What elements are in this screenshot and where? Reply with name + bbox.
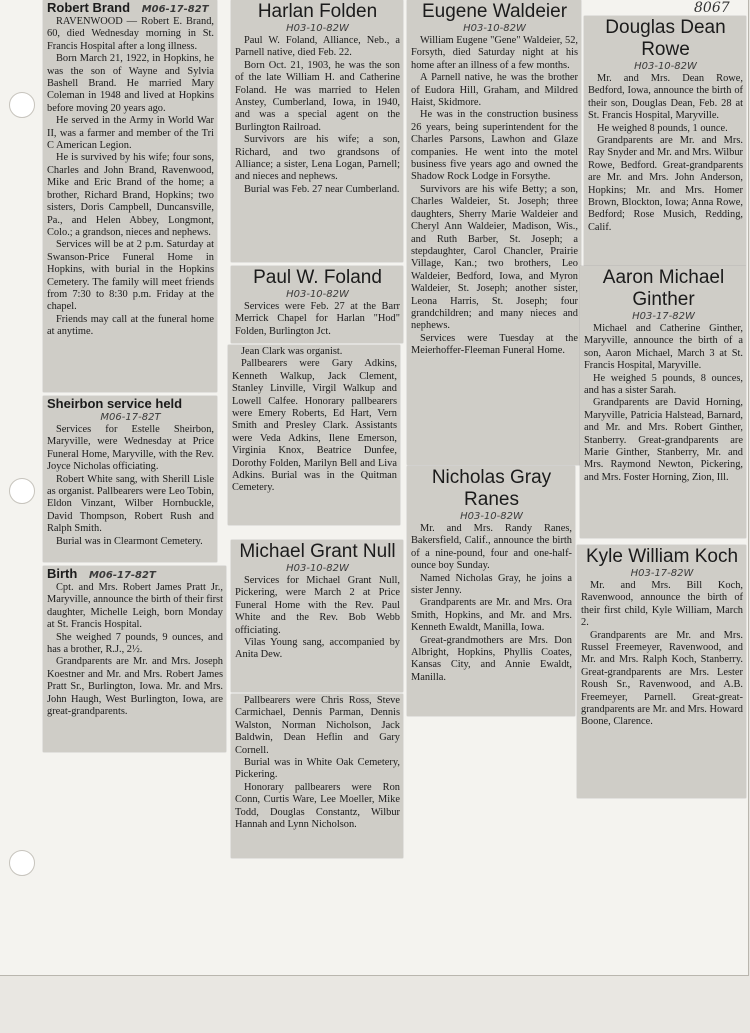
handwritten-date-note: H03-10-82W [634,61,697,72]
clipping-birth-pratt [43,566,226,752]
paragraph: Michael and Catherine Ginther, Maryville, announce the birth of a son, Aaron Michael, March 3 at St. Francis Hospital, Maryville. [584,323,743,372]
paragraph: Grandparents are Mr. and Mrs. Ora Smith, Hopkins, and Mr. and Mrs. Kenneth Ewaldt, Manilla, Iowa. [411,597,572,634]
paragraph: He weighed 8 pounds, 1 ounce. [597,122,728,134]
paragraph: Mr. and Mrs. Dean Rowe, Bedford, Iowa, announce the birth of their son, Douglas Dean, Feb. 28 at St. Francis Hospital, Maryville. [588,73,743,122]
clipping-headline: Sheirbon service held [47,396,183,411]
paragraph: Named Nicholas Gray, he joins a sister Jenny. [411,572,572,597]
paragraph: Great-grandmothers are Mrs. Don Albright, Hopkins, Phyllis Coates, Kansas City, and Annie Ewaldt, Manilla. [411,634,572,683]
paragraph: Burial was Feb. 27 near Cumberland. [244,183,400,195]
paragraph: Burial was in Clearmont Cemetery. [56,535,203,547]
binder-hole [9,850,35,876]
clipping-eugene-waldeier [407,0,581,465]
paragraph: Born March 21, 1922, in Hopkins, he was the son of Wayne and Sylvia Bashell Brand. He married Mary Coleman in 1948 and lived at Hopkins before moving 20 years ago. [47,53,214,114]
paragraph: He was in the construction business 26 years, being superintendent for the Charles Parsons, Lawhon and Glaze companies. He went into the motel business five years ago and owned the Shadow Rock Lodge in Forsythe. [411,109,578,183]
paragraph: Pallbearers were Gary Adkins, Kenneth Walkup, Jack Clement, Stanley Linville, Virgil Walkup and Lowell Calfee. Honorary pallbearers were Emery Roberts, Ed Hart, Vern Smith and Presley Clark. Assistants were Veda Adkins, Ilene Emerson, Virginia Knox, Beatrice Dunfee, Dorothy Folden, Marilyn Bell and Liva Adkins. Burial was in the Quitman Cemetery. [232,358,397,494]
paragraph: Grandparents are Mr. and Mrs. Joseph Koestner and Mr. and Mrs. Robert James Pratt Sr., Burlington, Iowa. Mr. and Mrs. John Haugh, West Burlington, Iowa, are great-grandparents. [47,656,223,718]
handwritten-date-note: M06-17-82T [141,4,209,15]
paragraph: Cpt. and Mrs. Robert James Pratt Jr., Maryville, announce the birth of their first daughter, Michelle Leigh, born Monday at St. Francis Hospital. [47,582,223,631]
paragraph: Survivors are his wife Betty; a son, Charles Waldeier, St. Joseph; three daughters, Sherry Marie Waldeier and Cheryl Ann Waldeier, Madison, Wis., and Ruth Barber, St. Joseph; a stepdaughter, Carol Chancler, Prairie Village, Kan.; two brothers, Leo Waldeier, Bedford, Iowa, and Myron Waldeier, St. Joseph; another sister, Leona Harris, St. Joseph; four grandchildren; and many nieces and nephews. [411,183,578,332]
clipping-headline: Robert Brand [47,0,131,15]
clipping-null-pallbearers [231,694,403,858]
paragraph: Pallbearers were Chris Ross, Steve Carmichael, Dennis Parman, Dennis Walston, Norman Nicholson, Jack Baldwin, Dean Heflin and Gary Cornell. [235,695,400,756]
paragraph: Mr. and Mrs. Bill Koch, Ravenwood, announce the birth of their first child, Kyle William, March 2. [581,580,743,629]
clipping-robert-brand [43,0,217,392]
clipping-headline: Birth [47,566,78,581]
clipping-sheirbon-service [43,396,217,562]
handwritten-date-note: H03-17-82W [632,311,695,322]
page-reference-number: 8067 [694,0,730,16]
paragraph: Robert White sang, with Sherill Lisle as organist. Pallbearers were Leo Tobin, Eldon Vinzant, Wilber Hornbuckle, David Thompson, Robert Rush and Ralph Smith. [47,473,214,535]
clipping-headline: Nicholas Gray Ranes [431,467,552,510]
paragraph: Vilas Young sang, accompanied by Anita Dew. [235,637,400,661]
paragraph: Friends may call at the funeral home at anytime. [47,313,214,338]
paragraph: Survivors are his wife; a son, Richard, and two grandsons of Alliance; a sister, Lena Logan, Parnell; and nieces and nephews. [235,134,400,183]
clipping-douglas-rowe [584,16,746,266]
paragraph: Services were Tuesday at the Meierhoffer-Fleeman Funeral Home. [411,332,578,357]
paragraph: A Parnell native, he was the brother of Eudora Hill, Graham, and Mildred Haist, Skidmore. [411,72,578,109]
handwritten-date-note: H03-10-82W [463,23,526,34]
handwritten-date-note: M06-17-82T [88,570,156,581]
paragraph: William Eugene "Gene" Waldeier, 52, Forsyth, died Saturday night at his home after an illness of a few months. [411,35,578,71]
handwritten-date-note: H03-10-82W [460,511,523,522]
paragraph: Honorary pallbearers were Ron Conn, Curtis Ware, Lee Moeller, Mike Todd, Douglas Constantz, Wilbur Hannah and Lynn Nicholson. [235,781,400,831]
handwritten-date-note: M06-17-82T [100,412,161,423]
paragraph: He is survived by his wife; four sons, Charles and John Brand, Ravenwood, Mike and Eric Brand of the home; a brother, Richard Brand, Hopkins; two sisters, Doris Campbell, Duncansville, Pa., and Helen Abbey, Longmont, Colo.; a grandson, nieces and nephews. [47,152,214,238]
clipping-aaron-ginther [580,266,746,538]
paragraph: Born Oct. 21, 1903, he was the son of the late William H. and Catherine Foland. He was married to Helen Anstey, Cumberland, Iowa, in 1940, and was a special agent on the Burlington Railroad. [235,59,400,133]
clipping-paul-foland [231,266,403,343]
paragraph: He served in the Army in World War II, was a farmer and member of the Tri C American Legion. [47,115,214,152]
clipping-folden-pallbearers [228,345,400,525]
paragraph: Grandparents are David Horning, Maryville, Patricia Halstead, Barnard, and Mr. and Mrs. Robert Ginther, Stanberry. Great-grandparents are Marie Ginther, Stanberry, Mr. and Mrs. Raymond Newton, Pickering, and Mrs. Foster Horning, Zion, Ill. [584,397,743,483]
paragraph: Paul W. Foland, Alliance, Neb., a Parnell native, died Feb. 22. [235,35,400,59]
clipping-headline: Kyle William Koch [585,546,739,567]
binder-hole [9,478,35,504]
clipping-headline: Douglas Dean Rowe [605,17,726,60]
clipping-headline: Michael Grant Null [239,541,396,562]
paragraph: Burial was in White Oak Cemetery, Pickering. [235,757,400,781]
handwritten-date-note: H03-10-82W [286,23,349,34]
clipping-kyle-koch [577,545,746,798]
paragraph: Grandparents are Mr. and Mrs. Ray Snyder and Mr. and Mrs. Wilbur Rowe, Bedford. Great-grandparents are Mr. and Mrs. John Anderson, Hopkins; Mr. and Mrs. Homer Brown, Blockton, Iowa; Anna Rowe, Bedford; Rose Musich, Redding, Calif. [588,135,743,233]
scan-margin [0,976,750,1033]
clipping-headline: Paul W. Foland [253,267,382,288]
paragraph: She weighed 7 pounds, 9 ounces, and has a brother, R.J., 2½. [47,631,223,656]
paragraph: RAVENWOOD — Robert E. Brand, 60, died Wednesday morning in St. Francis Hospital after a long illness. [47,16,214,52]
paragraph: Mr. and Mrs. Randy Ranes, Bakersfield, Calif., announce the birth of a nine-pound, four and one-half-ounce boy Sunday. [411,523,572,572]
paragraph: Grandparents are Mr. and Mrs. Russel Freemeyer, Ravenwood, and Mr. and Mrs. Ralph Koch, Stanberry. Great-grandparents are Mrs. Lester Roush Sr., Ravenwood, and A.B. Freemeyer, Parnell. Great-great-grandparents are Mr. and Mrs. Howard Boone, Clarence. [581,629,743,728]
paragraph: He weighed 5 pounds, 8 ounces, and has a sister Sarah. [584,372,743,397]
clipping-headline: Eugene Waldeier [421,1,568,22]
handwritten-date-note: H03-17-82W [630,568,694,579]
clipping-michael-null [231,540,403,692]
clipping-nicholas-ranes [407,466,575,716]
binder-hole [9,92,35,118]
clipping-headline: Aaron Michael Ginther [602,267,725,310]
clipping-harlan-folden [231,0,403,262]
paragraph: Services for Michael Grant Null, Pickering, were March 2 at Price Funeral Home with the Rev. Paul White and the Rev. Bob Webb officiating. [235,575,400,636]
paragraph: Services were Feb. 27 at the Barr Merrick Chapel for Harlan "Hod" Folden, Burlington Jct. [235,301,400,337]
paragraph: Services for Estelle Sheirbon, Maryville, were Wednesday at Price Funeral Home, Maryville, with the Rev. Joyce Nicholas officiating. [47,424,214,473]
clipping-headline: Harlan Folden [257,1,378,22]
handwritten-date-note: H03-10-82W [286,289,349,300]
paragraph: Services will be at 2 p.m. Saturday at Swanson-Price Funeral Home in Hopkins, with burial in the Hopkins Cemetery. The family will meet friends from 7:30 to 8:30 p.m. Friday at the chapel. [47,239,214,313]
paragraph: Jean Clark was organist. [241,346,343,357]
handwritten-date-note: H03-10-82W [286,563,349,574]
